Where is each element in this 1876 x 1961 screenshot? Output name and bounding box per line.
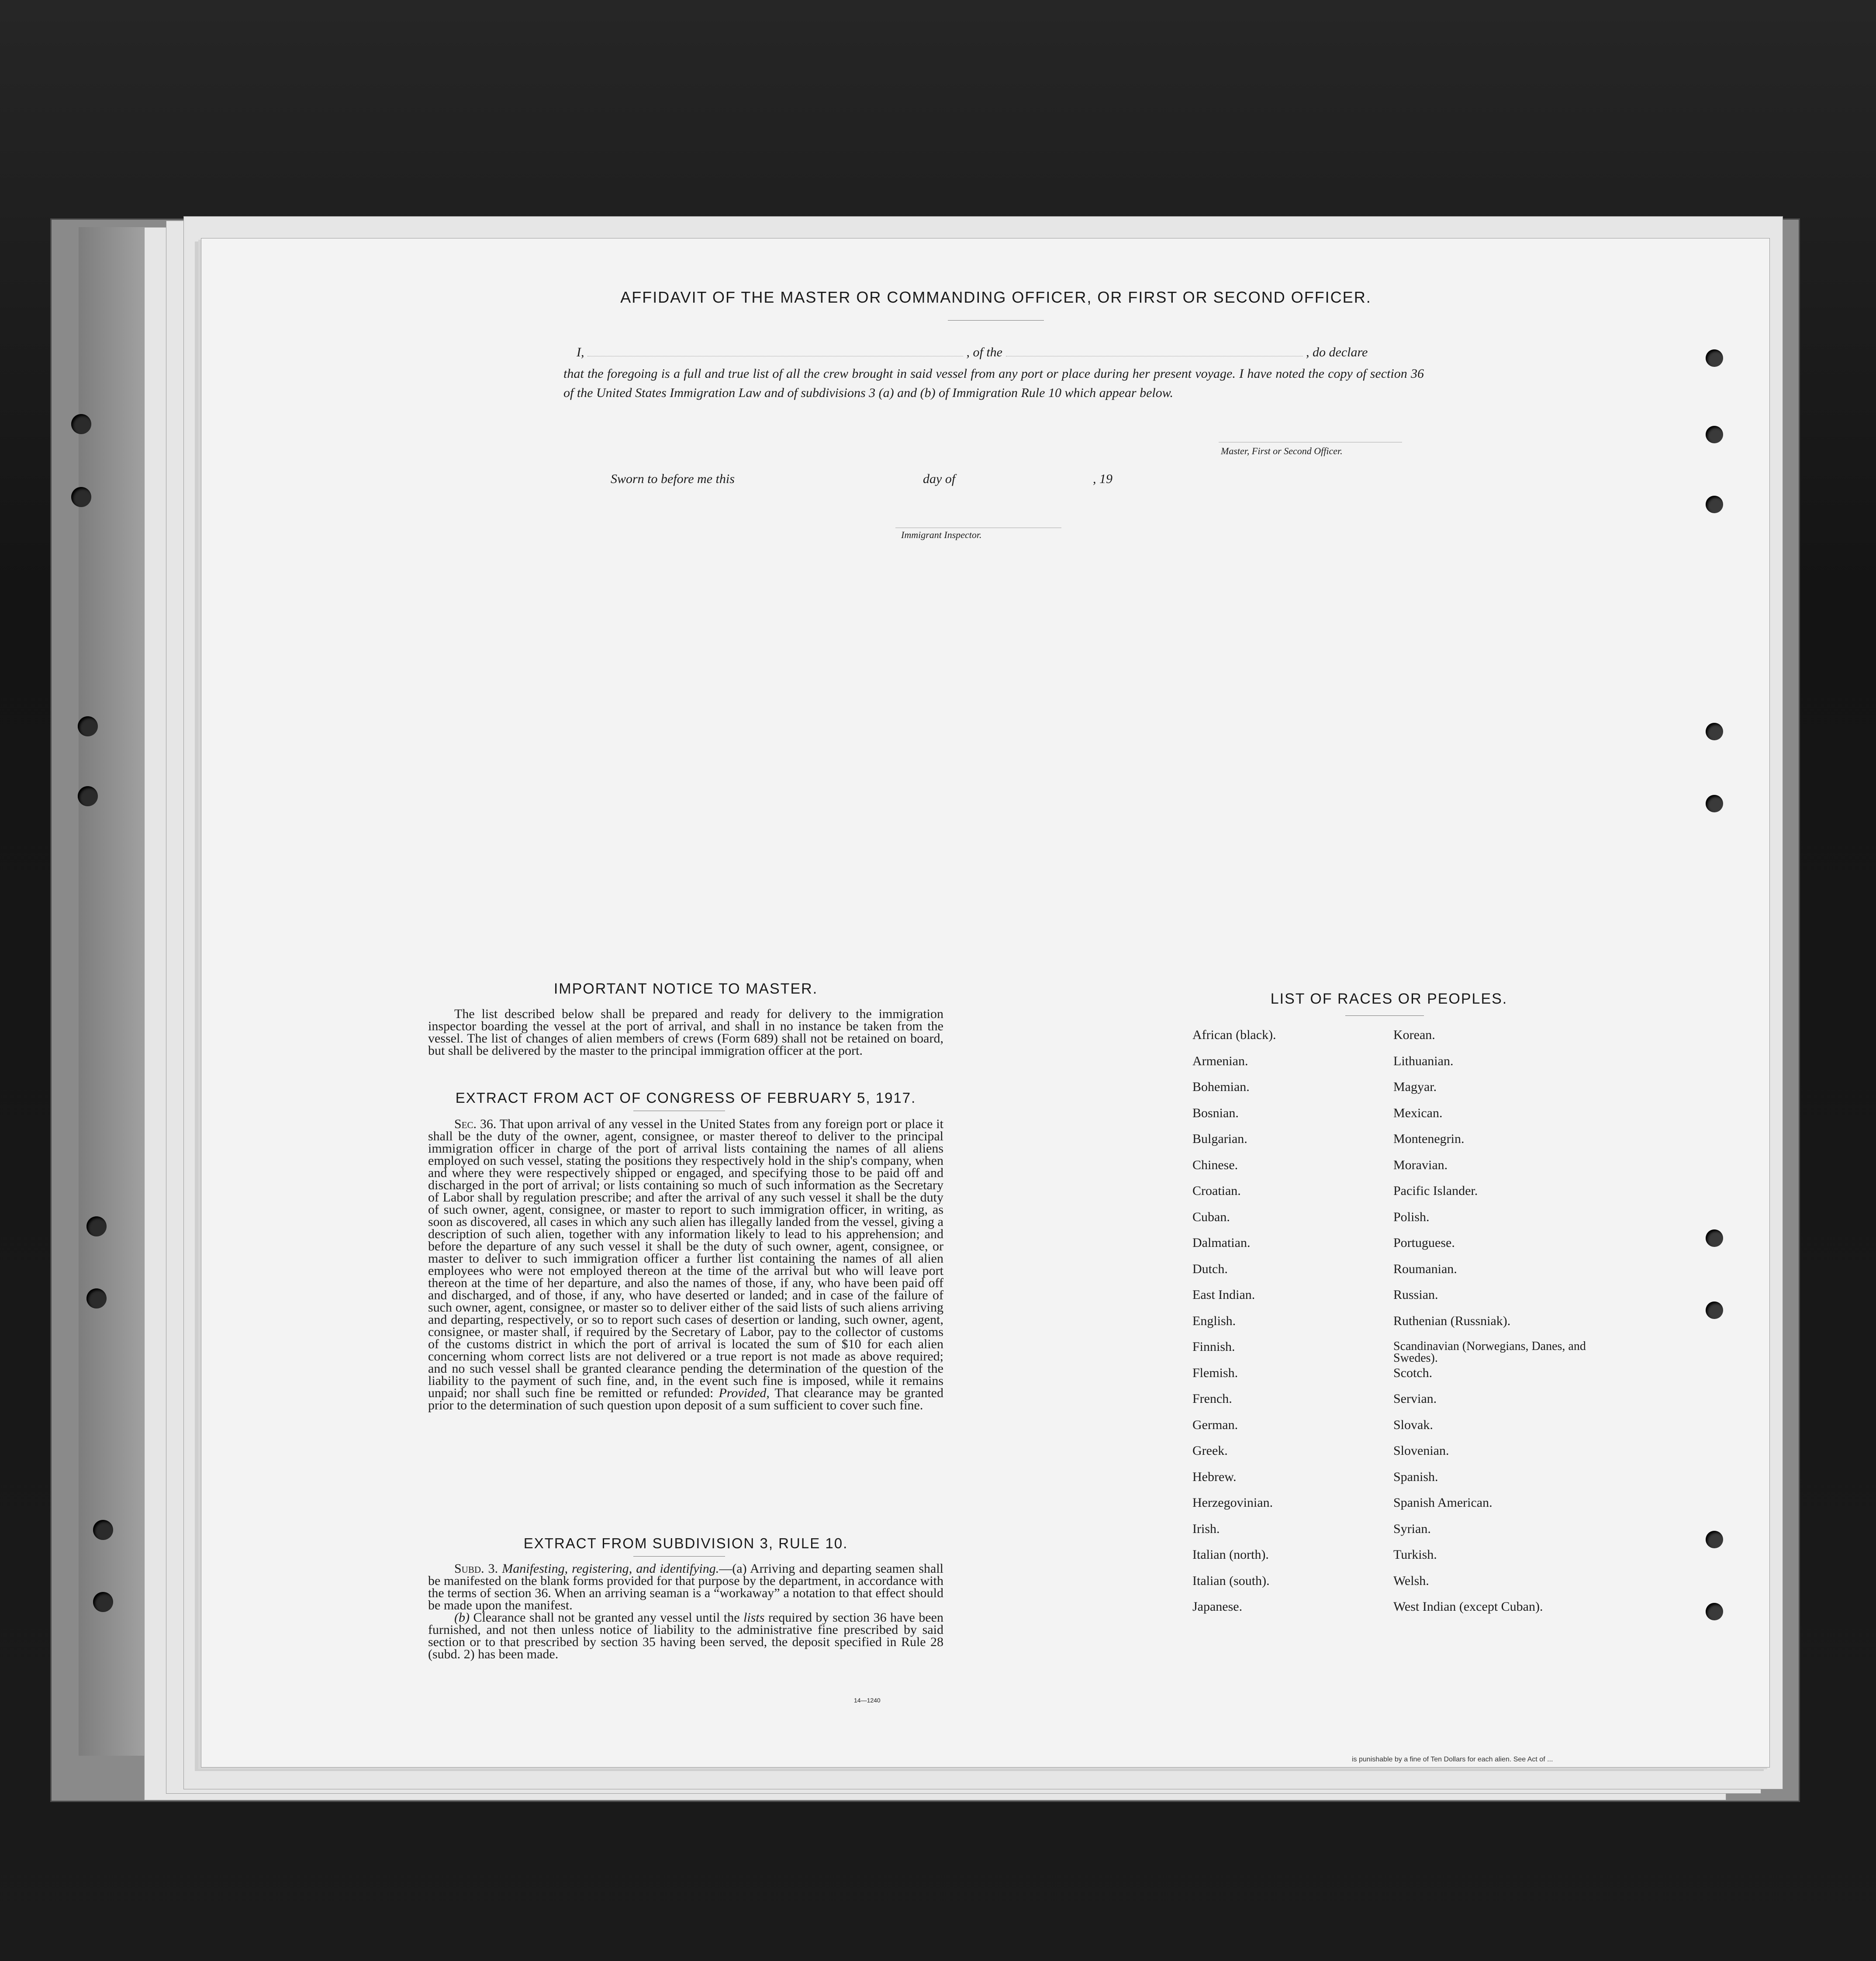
race-item: Bulgarian. [1192, 1132, 1247, 1146]
race-item: Spanish. [1393, 1469, 1438, 1484]
sworn-year-label: , 19 [1093, 472, 1112, 486]
race-item: Croatian. [1192, 1184, 1241, 1198]
race-item: French. [1192, 1391, 1232, 1406]
subd-3-heading: Manifesting, registering, and identifying. [502, 1561, 719, 1576]
race-item: Hebrew. [1192, 1469, 1237, 1484]
race-item: Welsh. [1393, 1573, 1429, 1588]
binder-hole-icon [71, 487, 91, 507]
binder-hole-icon [78, 786, 98, 806]
notice-body [428, 1008, 943, 1057]
punch-hole-icon [1706, 349, 1723, 367]
extract-rule-title: EXTRACT FROM SUBDIVISION 3, RULE 10. [523, 1535, 848, 1551]
race-item: English. [1192, 1313, 1236, 1328]
affidavit-title-rule [948, 320, 1044, 321]
race-item: Italian (north). [1192, 1547, 1269, 1562]
race-item: Portuguese. [1393, 1236, 1455, 1250]
notice-paragraph: The list described below shall be prepared and ready for delivery to the immigration inspector boarding the vessel at the port of arrival, and shall in no instance be taken from the vessel. The list of changes of alien members of crews (Form 689) shall not be retained on board, but shall be delivered by the master to the principal immigration officer at the port. [428, 1007, 943, 1058]
race-item: Scotch. [1393, 1365, 1433, 1380]
race-item: Korean. [1393, 1028, 1435, 1042]
form-code: 14—1240 [854, 1697, 881, 1704]
subd-3-label: Subd. 3. [454, 1561, 498, 1576]
race-item: Armenian. [1192, 1053, 1248, 1068]
affidavit-title: AFFIDAVIT OF THE MASTER OR COMMANDING OFFICER, OR FIRST OR SECOND OFFICER. [620, 288, 1372, 306]
subd-3a-text: —(a) Arriving and departing seamen shall be manifested on the blank forms provided for that purpose by the department, in accordance with the terms of section 36. When an arriving seaman is a “workaway” a notation to that effect should be made upon the manifest. [428, 1561, 943, 1612]
section-36-text-end: That clearance may be granted prior to the determination of such question upon deposit of a sum sufficient to cover such fine. [428, 1386, 943, 1412]
race-item: Polish. [1393, 1209, 1430, 1224]
punch-hole-icon [1706, 1229, 1723, 1247]
race-item: Pacific Islander. [1393, 1184, 1478, 1198]
subd-3b-text-pre: Clearance shall not be granted any vessel until the [473, 1610, 740, 1625]
race-item: Irish. [1192, 1521, 1220, 1536]
race-item: Finnish. [1192, 1340, 1235, 1354]
race-item: Servian. [1393, 1391, 1437, 1406]
affidavit-do-declare-label: , do declare [1306, 345, 1368, 359]
binder-hole-icon [86, 1288, 107, 1308]
binder-hole-icon [71, 414, 91, 434]
subd-3b-label: (b) [454, 1610, 470, 1625]
subd-3b-text-post: required by section 36 have been furnished, and not then unless notice of liability to the administrative fine prescribed by said section or to that prescribed by section 35 having been served, the deposit specified in Rule 28 (subd. 2) has been made. [428, 1610, 943, 1661]
extract-rule-rule [633, 1556, 725, 1557]
race-item: Lithuanian. [1393, 1053, 1454, 1068]
race-item: Herzegovinian. [1192, 1495, 1273, 1510]
binder-hole-icon [78, 716, 98, 736]
race-item: West Indian (except Cuban). [1393, 1599, 1543, 1614]
punch-hole-icon [1706, 426, 1723, 443]
race-item: Ruthenian (Russniak). [1393, 1313, 1511, 1328]
punch-hole-icon [1706, 795, 1723, 812]
race-item: East Indian. [1192, 1288, 1255, 1302]
section-36-text: That upon arrival of any vessel in the United States from any foreign port or place it shall be the duty of the owner, agent, consignee, or master thereof to deliver to the principal immigration officer in charge of the port of arrival lists containing the names of all aliens employed on such vessel, stating the positions they respectively hold in the ship's company, when and where they were respectively shipped or engaged, and specifying those to be paid off and discharged in the port of arrival; or lists containing so much of such information as the Secretary of Labor shall by regulation prescribe; and after the arrival of any such vessel it shall be the duty of such owner, agent, consignee, or master to report to such immigration officer, in writing, as soon as discovered, all cases in which any such alien has illegally landed from the vessel, giving a description of such alien, together with any information likely to lead to his apprehension; and before the departure of any such vessel it shall be the duty of such owner, agent, consignee, or master to deliver to such immigration officer a further list containing the names of all alien employees who were not employed thereon at the time of the arrival but who will leave port thereon at the time of her departure, and also the names of those, if any, who have been paid off and discharged, and of those, if any, who have deserted or landed; and in case of the failure of such owner, agent, consignee, or master so to deliver either of the said lists of such aliens arriving and departing, respectively, or so to report such cases of desertion or landing, such owner, agent, consignee, or master shall, if required by the Secretary of Labor, pay to the collector of customs of the customs district in which the port of arrival is located the sum of $10 for each alien concerning whom correct lists are not delivered or a true report is not made as above required; and no such vessel shall be granted clearance pending the determination of the question of the liability to the payment of such fine, and, in the event such fine is imposed, while it remains unpaid; nor shall such fine be remitted or refunded: [428, 1117, 944, 1400]
race-item: Japanese. [1192, 1599, 1243, 1614]
race-item: Dutch. [1192, 1261, 1228, 1276]
races-title-rule [1345, 1015, 1424, 1016]
punch-hole-icon [1706, 723, 1723, 740]
binder-hole-icon [86, 1216, 107, 1236]
punch-hole-icon [1706, 1603, 1723, 1620]
race-item: Magyar. [1393, 1080, 1437, 1094]
races-list [1192, 1029, 1620, 1626]
subd-3b-paragraph [428, 1612, 943, 1661]
inspector-label: Immigrant Inspector. [901, 529, 982, 540]
race-item: Mexican. [1393, 1105, 1443, 1120]
master-signature-label: Master, First or Second Officer. [1221, 445, 1343, 456]
race-item: Slovenian. [1393, 1443, 1449, 1458]
race-item: Dalmatian. [1192, 1236, 1251, 1250]
notice-title: IMPORTANT NOTICE TO MASTER. [553, 980, 818, 997]
race-item: Italian (south). [1192, 1573, 1270, 1588]
binder-hole-icon [93, 1592, 113, 1612]
race-item: German. [1192, 1417, 1238, 1432]
race-item: Greek. [1192, 1443, 1228, 1458]
affidavit-of-the-label: , of the [966, 345, 1002, 359]
punch-hole-icon [1706, 1531, 1723, 1548]
sworn-prefix: Sworn to before me this [611, 472, 735, 486]
subd-3b-lists-word: lists [743, 1610, 765, 1625]
race-item: Roumanian. [1393, 1261, 1457, 1276]
race-item: Scandinavian (Norwegians, Danes, and Swedes). [1393, 1340, 1586, 1365]
affidavit-line-1 [577, 345, 1424, 360]
race-item: Chinese. [1192, 1157, 1238, 1172]
races-title: LIST OF RACES OR PEOPLES. [1270, 991, 1508, 1007]
extract-rule-body [428, 1563, 943, 1661]
race-item: Spanish American. [1393, 1495, 1493, 1510]
provided-word: Provided, [719, 1386, 770, 1400]
extract-act-title: EXTRACT FROM ACT OF CONGRESS OF FEBRUARY 5, 1917. [455, 1090, 916, 1106]
punch-hole-icon [1706, 496, 1723, 513]
sworn-day-label: day of [923, 472, 956, 486]
race-item: Montenegrin. [1393, 1132, 1465, 1146]
sec-36-label: Sec. 36. [454, 1117, 497, 1131]
race-item: Bohemian. [1192, 1080, 1250, 1094]
affidavit-i-label: I, [577, 345, 584, 359]
race-item: Bosnian. [1192, 1105, 1239, 1120]
section-36-paragraph [428, 1118, 943, 1412]
race-item: African (black). [1192, 1028, 1276, 1042]
race-item: Turkish. [1393, 1547, 1437, 1562]
punch-hole-icon [1706, 1302, 1723, 1319]
extract-act-body [428, 1118, 943, 1412]
affidavit-body: that the foregoing is a full and true list of all the crew brought in said vessel from any port or place during her present voyage. I have noted the copy of section 36 of the United States Immigration Law and of subdivisions 3 (a) and (b) of Immigration Rule 10 which appear below. [563, 366, 1424, 400]
race-item: Cuban. [1192, 1209, 1230, 1224]
subd-3a-paragraph [428, 1563, 943, 1612]
race-item: Russian. [1393, 1288, 1438, 1302]
bottom-strip-text: is punishable by a fine of Ten Dollars for each alien. See Act of ... [1352, 1756, 1553, 1763]
race-item: Syrian. [1393, 1521, 1431, 1536]
race-item: Slovak. [1393, 1417, 1433, 1432]
race-item: Flemish. [1192, 1365, 1238, 1380]
race-item: Moravian. [1393, 1157, 1448, 1172]
binder-hole-icon [93, 1520, 113, 1540]
